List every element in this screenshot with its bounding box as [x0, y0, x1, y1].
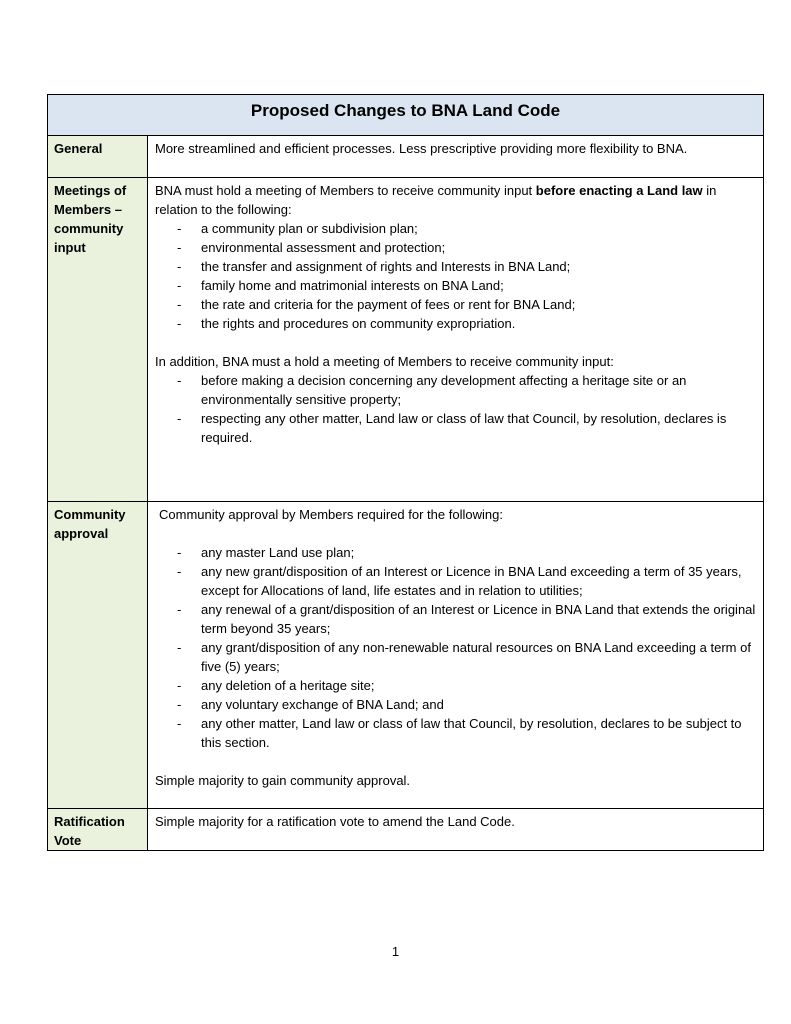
community-list: [155, 543, 757, 752]
list-item: - any grant/disposition of any non-renewable natural resources on BNA Land exceeding a term of five (5) years;: [155, 638, 757, 676]
list-item: - a community plan or subdivision plan;: [155, 219, 757, 238]
list-item: - before making a decision concerning any development affecting a heritage site or an environmentally sensitive property;: [155, 371, 757, 409]
list-item: - any voluntary exchange of BNA Land; and: [155, 695, 757, 714]
list-item: - environmental assessment and protection;: [155, 238, 757, 257]
community-outro: Simple majority to gain community approval.: [155, 773, 411, 788]
document-title: Proposed Changes to BNA Land Code: [250, 101, 561, 120]
general-content: [148, 136, 764, 178]
meetings-intro-pre: BNA must hold a meeting of Members to receive community input: [155, 183, 536, 198]
community-content: [148, 502, 764, 809]
general-text: More streamlined and efficient processes. Less prescriptive providing more flexibility to BNA.: [155, 141, 688, 156]
general-label: General: [48, 136, 148, 178]
list-item: - the rights and procedures on community expropriation.: [155, 314, 757, 333]
meetings-intro: [155, 181, 757, 219]
community-row: [48, 502, 764, 809]
meetings-intro-post: in relation to the following:: [155, 183, 717, 217]
community-label: Community approval: [48, 502, 148, 809]
meetings-addition-list: [155, 371, 757, 447]
title-row: [48, 95, 764, 136]
general-row: [48, 136, 764, 178]
ratification-text: Simple majority for a ratification vote to amend the Land Code.: [155, 814, 515, 829]
list-item: - any deletion of a heritage site;: [155, 676, 757, 695]
list-item: - family home and matrimonial interests on BNA Land;: [155, 276, 757, 295]
land-code-table: [47, 94, 764, 851]
community-intro: Community approval by Members required for the following:: [159, 507, 503, 522]
title-cell: [48, 95, 764, 136]
meetings-list: [155, 219, 757, 333]
meetings-content: [148, 178, 764, 502]
list-item: - the rate and criteria for the payment of fees or rent for BNA Land;: [155, 295, 757, 314]
ratification-content: [148, 809, 764, 851]
list-item: - any new grant/disposition of an Interest or Licence in BNA Land exceeding a term of 35 years, except for Allocations of land, life estates and in relation to utilities;: [155, 562, 757, 600]
ratification-row: [48, 809, 764, 851]
list-item: - any renewal of a grant/disposition of an Interest or Licence in BNA Land that extends the original term beyond 35 years;: [155, 600, 757, 638]
meetings-addition-intro: In addition, BNA must a hold a meeting of Members to receive community input:: [155, 354, 614, 369]
meetings-row: [48, 178, 764, 502]
list-item: - the transfer and assignment of rights and Interests in BNA Land;: [155, 257, 757, 276]
list-item: - any master Land use plan;: [155, 543, 757, 562]
meetings-label: Meetings of Members – community input: [48, 178, 148, 502]
list-item: - any other matter, Land law or class of law that Council, by resolution, declares to be subject to this section.: [155, 714, 757, 752]
list-item: - respecting any other matter, Land law or class of law that Council, by resolution, declares is required.: [155, 409, 757, 447]
ratification-label: Ratification Vote: [48, 809, 148, 851]
meetings-intro-bold: before enacting a Land law: [535, 183, 703, 198]
page-number: 1: [391, 944, 400, 959]
